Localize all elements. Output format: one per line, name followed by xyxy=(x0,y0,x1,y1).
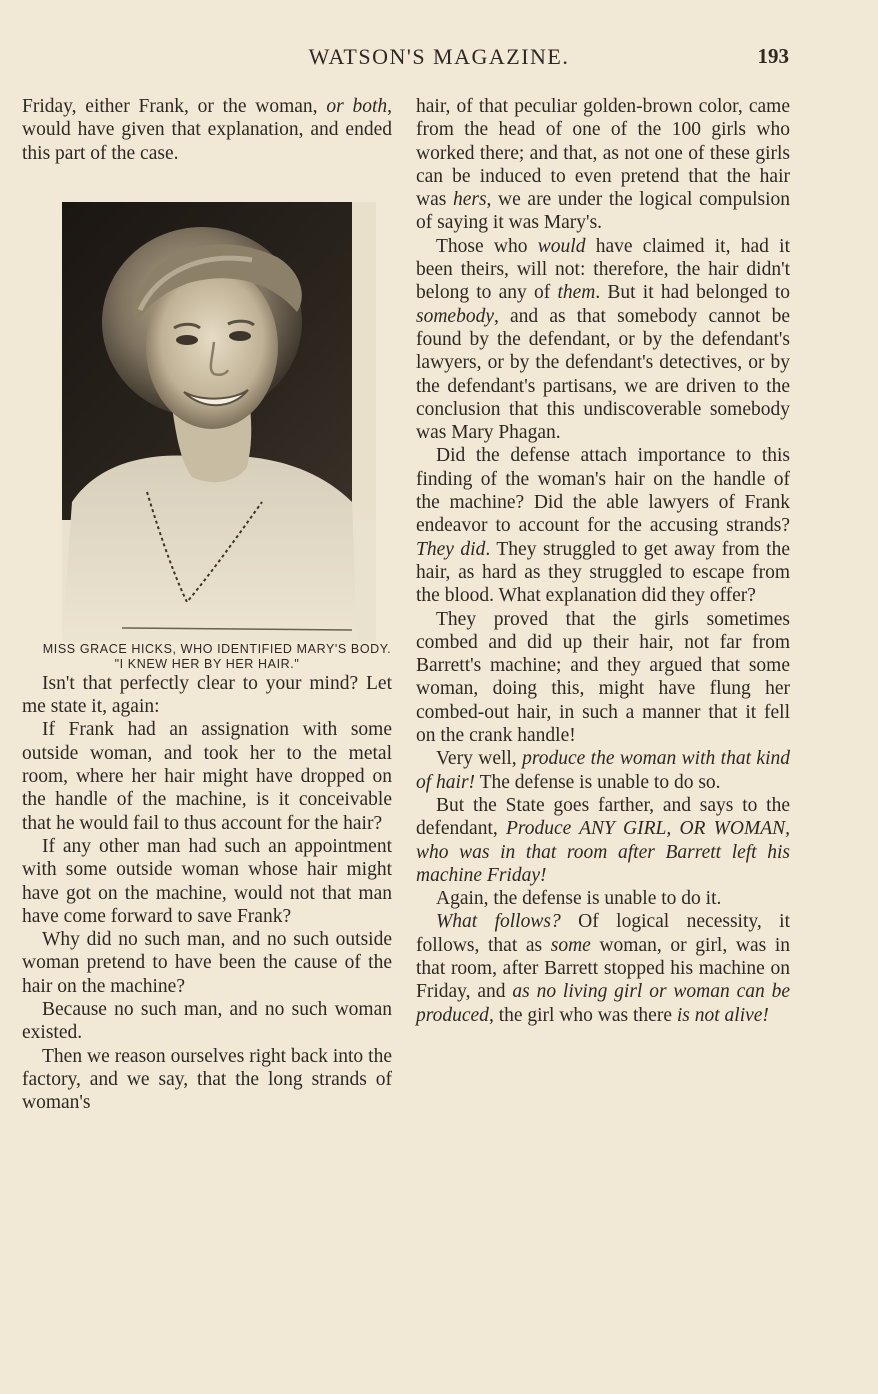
right-paragraph-3 xyxy=(416,444,790,607)
right-paragraph-8 xyxy=(416,910,790,1026)
text-run: . But it had belonged to xyxy=(595,282,791,304)
text-run: hair, of that peculiar golden-brown color, came from the head of one of the 100 girls who worked there; and that, as not one of these girls can be induced to even pretend that the hair was xyxy=(416,96,790,211)
left-paragraph-6: Because no such man, and no such woman existed. xyxy=(22,999,392,1044)
italic-run: some xyxy=(550,934,591,956)
italic-run: hers xyxy=(452,189,487,211)
right-column xyxy=(416,95,790,1027)
right-paragraph-5 xyxy=(416,747,790,794)
right-paragraph-6 xyxy=(416,794,790,887)
portrait-photo xyxy=(62,202,376,642)
text-run: . They struggled to get away from the hair, as hard as they struggled to escape from the blood. What explanation did they offer? xyxy=(416,538,790,607)
right-paragraph-7: Again, the defense is unable to do it. xyxy=(436,888,722,910)
italic-run: would xyxy=(537,235,586,257)
text-run: Those who xyxy=(436,235,538,257)
running-title: WATSON'S MAGAZINE. xyxy=(308,44,570,69)
italic-run: Produce ANY GIRL, OR WOMAN, who was in that room after Barrett left his machine Friday! xyxy=(416,818,790,886)
italic-run: is not alive! xyxy=(676,1004,769,1026)
text-run: Did the defense attach importance to this finding of the woman's hair on the handle of the machine? Did the able lawyers of Frank endeavor to account for the accusing strands? xyxy=(416,445,790,537)
left-paragraph-1 xyxy=(22,95,392,165)
left-paragraph-4: If any other man had such an appointment with some outside woman whose hair might have got on the machine, would not that man have come forward to save Frank? xyxy=(22,835,392,927)
italic-run: them xyxy=(557,282,596,304)
portrait-figure xyxy=(62,202,376,642)
italic-run: somebody xyxy=(416,305,494,327)
left-column xyxy=(22,95,392,1115)
text-run: The defense is unable to do so. xyxy=(475,771,721,793)
left-paragraph-7: Then we reason ourselves right back into the factory, and we say, that the long strands of woman's xyxy=(22,1045,392,1114)
text-run: Of logical necessity, it follows, that as xyxy=(416,911,791,956)
italic-run: or both xyxy=(326,96,388,117)
italic-run: as no living girl or woman can be produced xyxy=(416,981,790,1026)
right-paragraph-1 xyxy=(416,95,790,235)
right-paragraph-2 xyxy=(416,235,790,445)
portrait-photo-icon xyxy=(62,202,376,642)
italic-run: What follows? xyxy=(436,911,561,933)
italic-run: They did xyxy=(416,538,486,560)
running-head xyxy=(0,44,878,74)
text-run: But the State goes farther, and says to the defendant, xyxy=(416,794,790,840)
right-paragraph-4: They proved that the girls sometimes combed and did up their hair, not far from Barrett's machine; and they argued that some woman, doing this, might have flung her combed-out hair, in such a manner that it fell on the crank handle! xyxy=(416,608,790,747)
text-run: , and as that somebody cannot be found by the defendant, or by the defendant's lawyers, or by the defendant's detectives, or by the defendant's partisans, we are driven to the conclusion that this undiscoverable somebody was Mary Phagan. xyxy=(416,305,790,444)
photo-caption: MISS GRACE HICKS, WHO IDENTIFIED MARY'S BODY. "I KNEW HER BY HER HAIR." xyxy=(42,641,392,671)
text-run: have claimed it, had it been theirs, will not: therefore, the hair didn't belong to any of xyxy=(416,235,790,304)
left-paragraph-3: If Frank had an assignation with some outside woman, and took her to the metal room, where her hair might have dropped on the handle of the machine, is it conceivable that he would fail to thus account for the hair? xyxy=(22,719,392,834)
text-run: Friday, either Frank, or the woman, xyxy=(22,96,327,117)
page-number: 193 xyxy=(757,44,789,68)
italic-run: produce the woman with that kind of hair! xyxy=(416,748,790,793)
text-run: , we are under the logical compulsion of saying it was Mary's. xyxy=(416,189,790,234)
left-paragraph-5: Why did no such man, and no such outside woman pretend to have been the cause of the hair on the machine? xyxy=(22,929,392,997)
text-run: woman, or girl, was in that room, after Barrett stopped his machine on Friday, and xyxy=(416,934,790,1003)
text-run: , the girl who was there xyxy=(488,1004,677,1026)
left-paragraph-2: Isn't that perfectly clear to your mind? Let me state it, again: xyxy=(22,672,392,718)
text-run: Very well, xyxy=(436,748,523,770)
text-run: , would have given that explanation, and ended this part of the case. xyxy=(22,96,392,164)
